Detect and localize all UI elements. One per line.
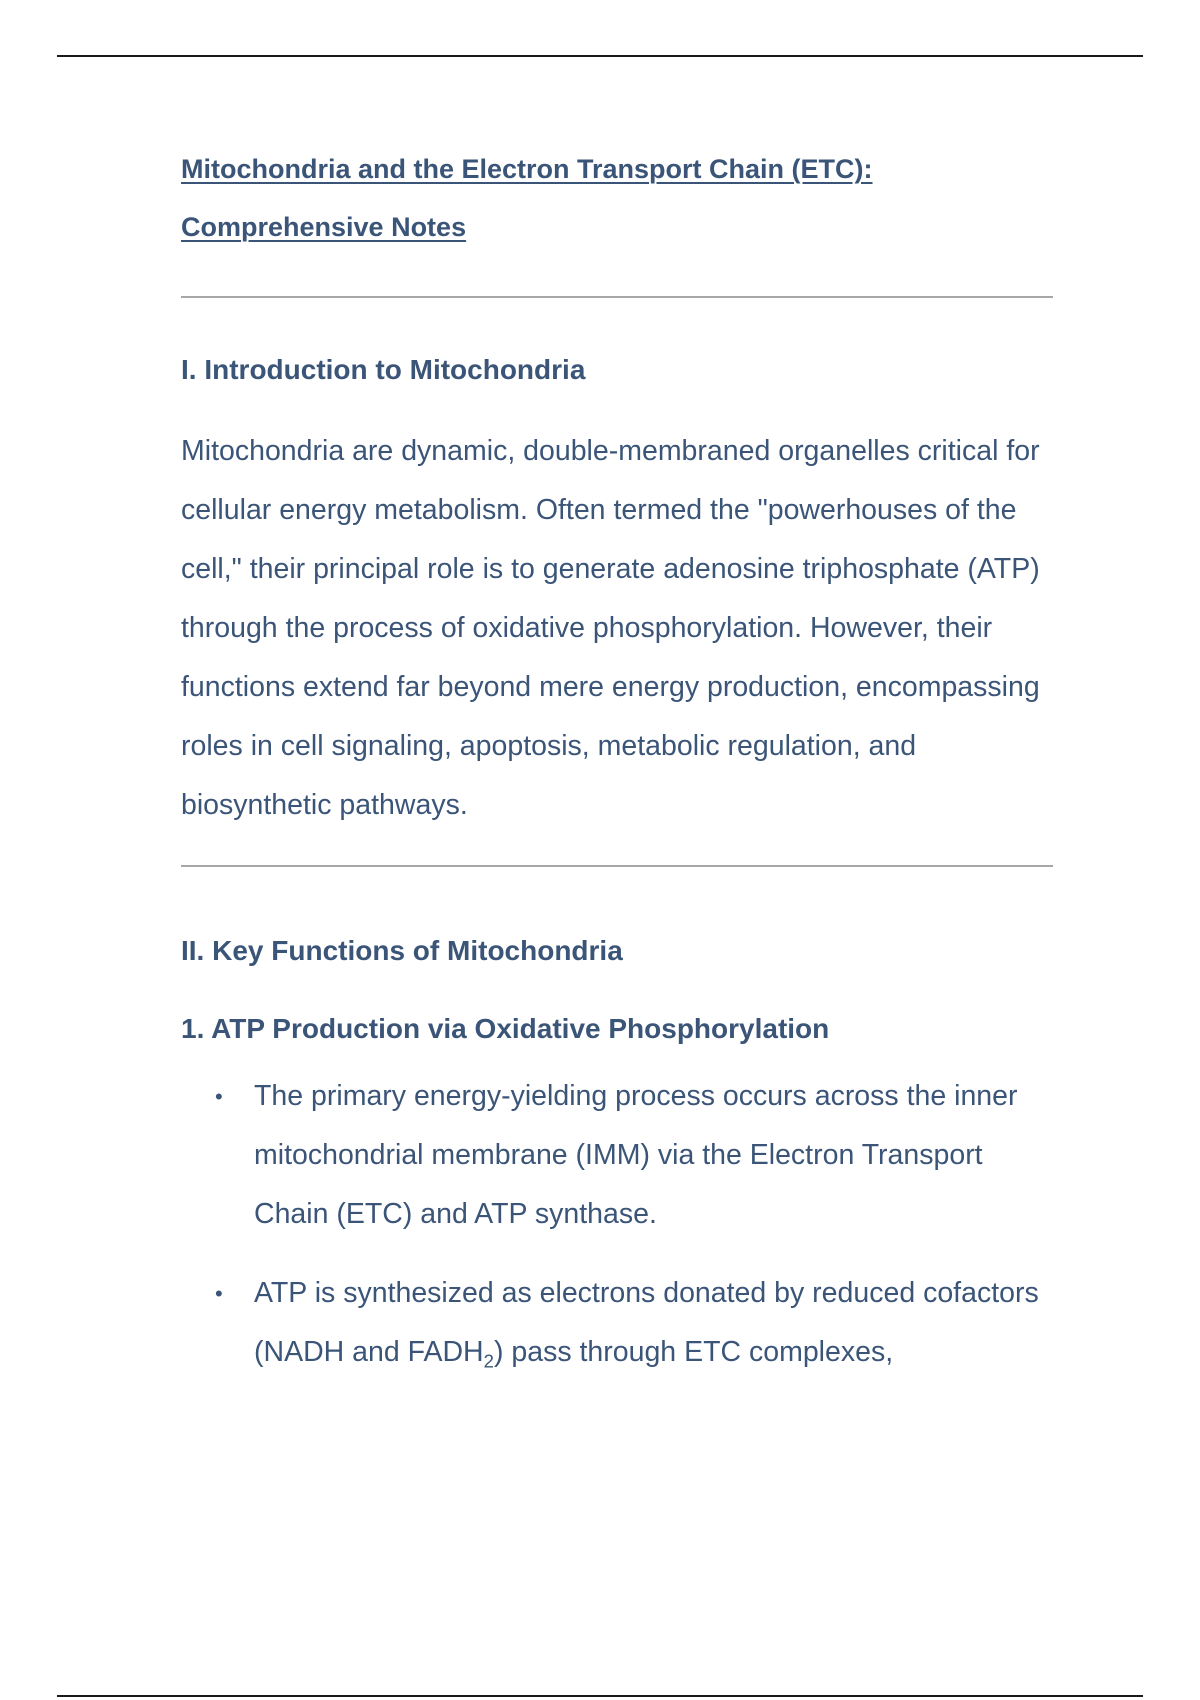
bullet-text-after: ) pass through ETC complexes,	[493, 1336, 894, 1368]
bullet-icon: •	[215, 1281, 223, 1306]
list-item	[181, 1264, 1053, 1382]
bullet-icon: •	[215, 1084, 223, 1109]
subscript: 2	[483, 1350, 494, 1372]
title-line-1: Mitochondria and the Electron Transport Chain (ETC):	[181, 154, 873, 184]
document-body	[181, 140, 1053, 1402]
section-heading-intro: I. Introduction to Mitochondria	[181, 354, 586, 385]
document-title	[181, 140, 1053, 256]
title-line-2: Comprehensive Notes	[181, 212, 467, 242]
bullet-text	[254, 1277, 1039, 1372]
section-divider	[181, 865, 1053, 867]
section-heading-functions: II. Key Functions of Mitochondria	[181, 935, 623, 966]
page-bottom-rule	[57, 1695, 1143, 1697]
section-divider	[181, 296, 1053, 298]
bullet-list	[181, 1067, 1053, 1382]
bullet-text: The primary energy-yielding process occurs across the inner mitochondrial membrane (IMM) via the Electron Transport Chain (ETC) and ATP synthase.	[254, 1080, 1018, 1230]
subsection-heading-atp: 1. ATP Production via Oxidative Phosphorylation	[181, 1013, 830, 1044]
list-item	[181, 1067, 1053, 1244]
page-top-rule	[57, 55, 1143, 57]
intro-paragraph: Mitochondria are dynamic, double-membraned organelles critical for cellular energy metabolism. Often termed the "powerhouses of the cell," their principal role is to generate adenosine triphosphate (ATP) through the process of oxidative phosphorylation. However, their functions extend far beyond mere energy production, encompassing roles in cell signaling, apoptosis, metabolic regulation, and biosynthetic pathways.	[181, 435, 1040, 821]
bullet-text-before: ATP is synthesized as electrons donated by reduced cofactors (NADH and FADH	[254, 1277, 1039, 1368]
